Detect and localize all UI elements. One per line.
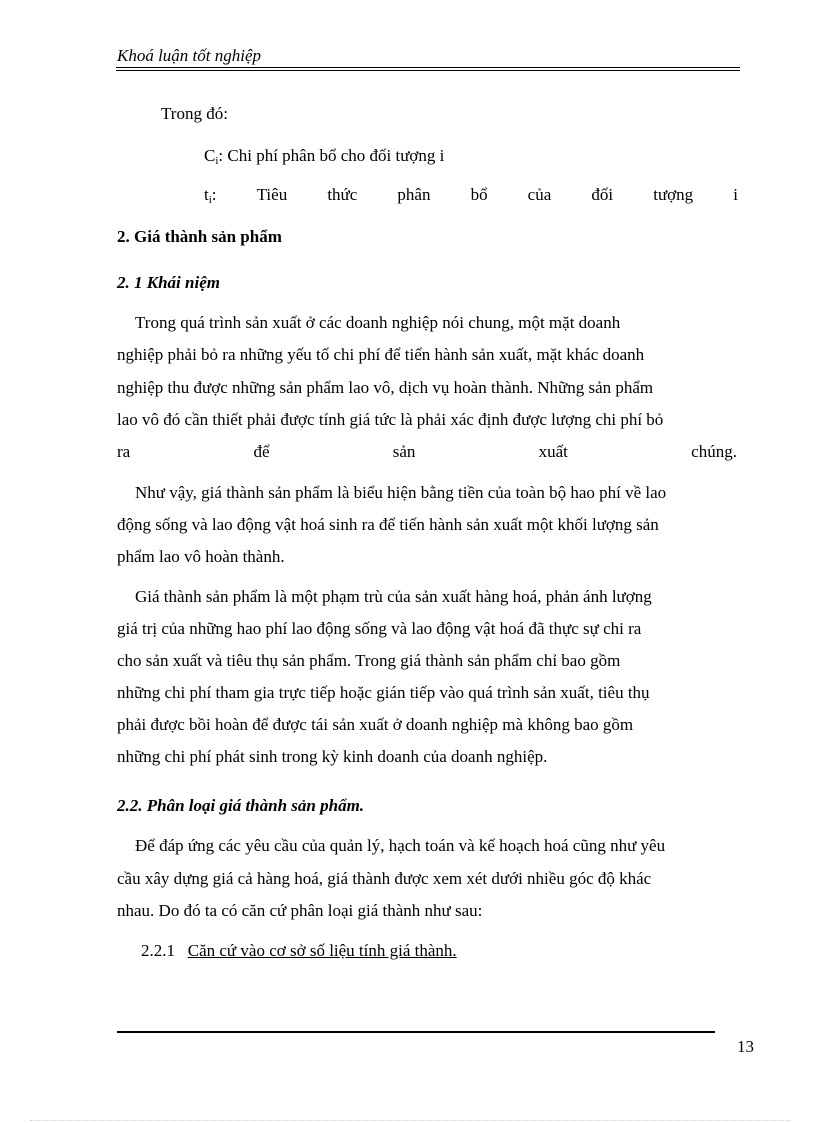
formula-c-definition [204,146,444,167]
subsection-heading: 2. 1 Khái niệm [117,273,220,292]
header-rule-double [116,70,740,71]
subsection-number: 2.2.1 [141,941,175,960]
paragraph-line: giá trị của những hao phí lao động sống và lao động vật hoá đã thực sự chi ra [117,619,642,638]
footer-rule [117,1031,715,1033]
subsection-title: Căn cứ vào cơ sở số liệu tính giá thành. [187,941,457,960]
t-symbol-group: $t_i$: [204,185,217,206]
paragraph-line: nhau. Do đó ta có căn cứ phân loại giá thành như sau: [117,901,483,920]
paragraph-line: Giá thành sản phẩm là một phạm trù của sản xuất hàng hoá, phản ánh lượng [135,587,652,606]
t-word: thức [327,185,358,204]
word: ra [117,442,131,461]
paragraph-last-line [117,442,737,462]
paragraph-line: động sống và lao động vật hoá sinh ra để tiến hành sản xuất một khối lượng sản [117,515,659,534]
paragraph-line: phẩm lao vô hoàn thành. [117,547,285,566]
paragraph-line: Để đáp ứng các yêu cầu của quản lý, hạch toán và kế hoạch hoá cũng như yêu [135,836,666,855]
paragraph-line: phải được bồi hoàn để được tái sản xuất ở doanh nghiệp mà không bao gồm [117,715,634,734]
t-word: bổ [470,185,488,204]
t-subscript: i [208,194,212,206]
header-title: Khoá luận tốt nghiệp [117,46,262,65]
word: để [253,442,270,461]
t-word: đối [591,185,614,204]
paragraph-line: lao vô đó cần thiết phải được tính giá tức là phải xác định được lượng chi phí bỏ [117,410,664,429]
subsection-2-2-1 [141,941,457,961]
paragraph-line: những chi phí tham gia trực tiếp hoặc gián tiếp vào quá trình sản xuất, tiêu thụ [117,683,650,702]
paragraph-line: những chi phí phát sinh trong kỳ kinh doanh của doanh nghiệp. [117,747,548,766]
paragraph-line: cầu xây dựng giá cả hàng hoá, giá thành được xem xét dưới nhiều góc độ khác [117,869,652,888]
t-word: tượng [653,185,694,204]
word: xuất [538,442,568,461]
t-symbol: t [204,185,209,204]
c-description: : Chi phí phân bổ cho đối tượng i [218,146,445,165]
paragraph-line: nghiệp thu được những sản phẩm lao vô, dịch vụ hoàn thành. Những sản phẩm [117,378,654,397]
bottom-dotted-edge [30,1120,790,1121]
subsection-heading: 2.2. Phân loại giá thành sản phẩm. [117,796,365,815]
formula-t-definition [204,185,738,206]
t-word: Tiêu [256,185,288,204]
c-subscript: i [215,155,219,167]
section-heading: 2. Giá thành sản phẩm [117,227,282,246]
paragraph-line: Trong quá trình sản xuất ở các doanh nghiệp nói chung, một mặt doanh [135,313,621,332]
c-symbol: C [204,146,216,165]
paragraph-line: nghiệp phải bỏ ra những yếu tố chi phí để tiến hành sản xuất, mặt khác doanh [117,345,645,364]
paragraph-line: cho sản xuất và tiêu thụ sản phẩm. Trong giá thành sản phẩm chỉ bao gồm [117,651,621,670]
paragraph-line: Như vậy, giá thành sản phẩm là biểu hiện bằng tiền của toàn bộ hao phí về lao [135,483,667,502]
header-rule [116,67,740,68]
t-word: của [527,185,552,204]
t-word: i [733,185,738,204]
t-word: phân [397,185,431,204]
word: sản [392,442,416,461]
intro-label: Trong đó: [161,104,228,123]
word: chúng. [691,442,737,461]
page-number: 13 [737,1037,754,1056]
